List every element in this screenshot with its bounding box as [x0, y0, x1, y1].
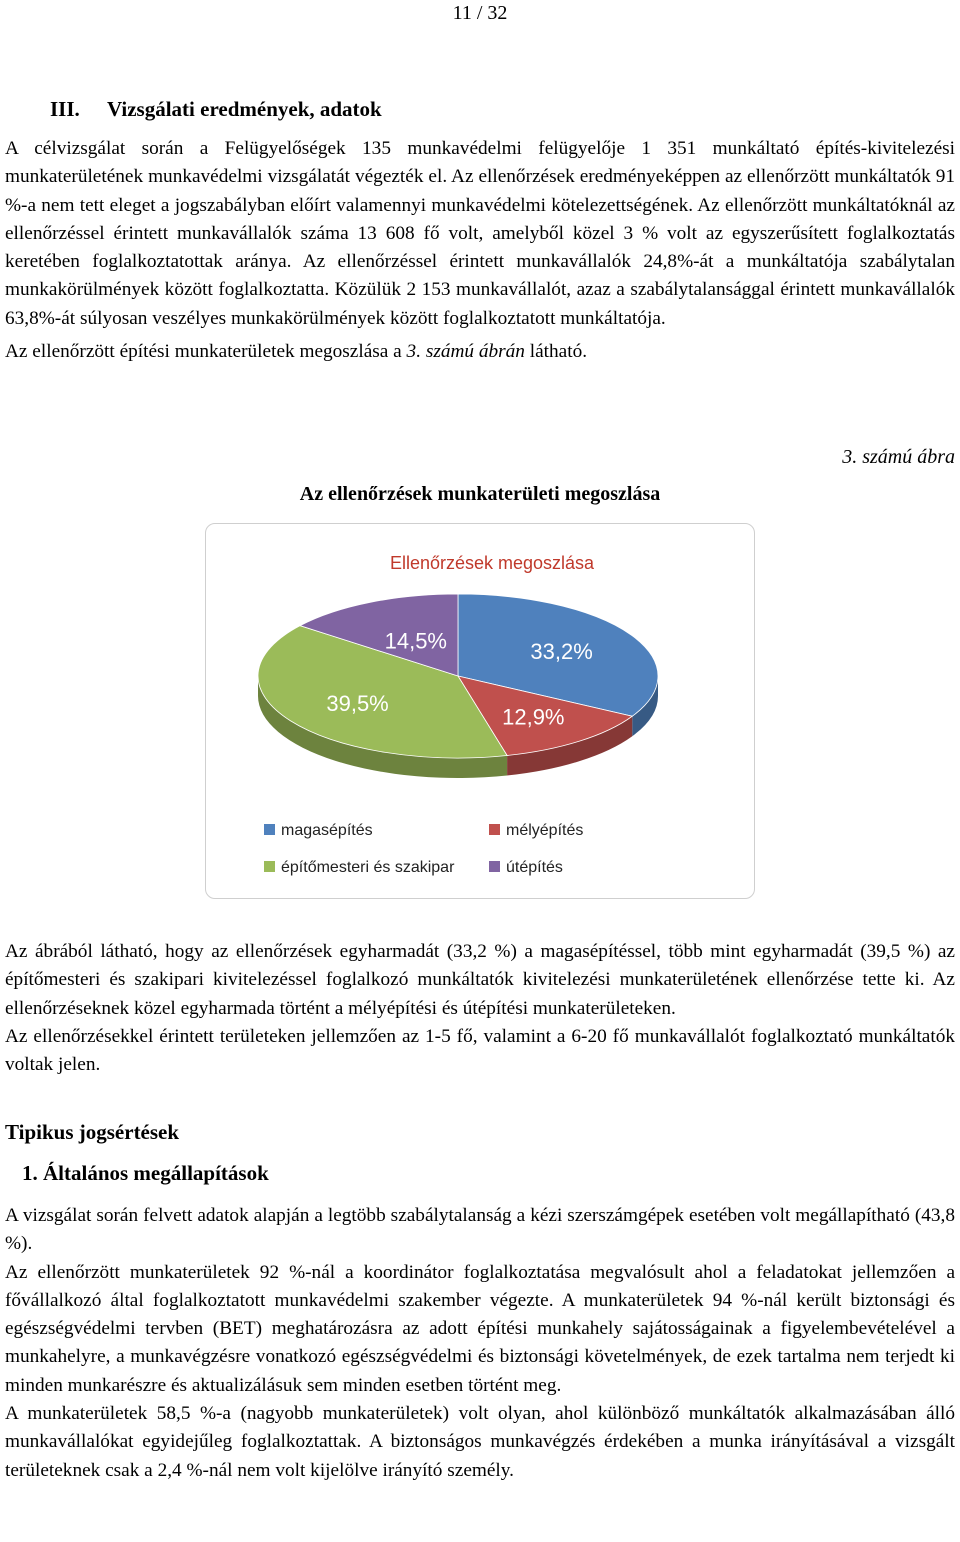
section-heading	[50, 97, 382, 122]
intro-text	[5, 135, 955, 366]
legend-item-epitomesteri	[264, 859, 454, 877]
paragraph-1: A célvizsgálat során a Felügyelőségek 135 munkavédelmi felügyelője 1 351 munkáltató építés-kivitelezési munkaterületének munkavédelmi vizsgálatát végezték el. Az ellenőrzések eredményeképpen az ellenőrzött munkáltatók 91 %-a nem tett eleget a jogszabályban előírt valamennyi munkavédelmi kötelezettségének. Az ellenőrzött munkáltatóknál az ellenőrzéssel érintett munkavállalók száma 13 608 fő volt, amelyből közel 3 % volt az egyszerűsített foglalkoztatás keretében foglalkoztatottak aránya. Az ellenőrzéssel érintett munkavállalók 24,8%-át a munkáltatója szabálytalan munkakörülmények között foglalkoztatta. Közülük 2 153 munkavállalót, azaz a szabálytalansággal érintett munkavállalók 63,8%-át súlyosan veszélyes munkakörülmények között foglalkoztatott munkáltatója.	[5, 138, 955, 329]
subsection-general-findings: 1. Általános megállapítások	[22, 1161, 269, 1185]
paragraph-5: A vizsgálat során felvett adatok alapján a legtöbb szabálytalanság a kézi szerszámgépek esetében volt megállapítható (43,8 %).	[5, 1205, 955, 1255]
page-number: 11 / 32	[452, 2, 508, 24]
pie-chart	[205, 523, 755, 899]
legend-swatch	[489, 824, 500, 835]
paragraph-4: Az ellenőrzésekkel érintett területeken jellemzően az 1-5 fő, valamint a 6-20 fő munkavállalót foglalkoztató munkáltatók voltak jelen.	[5, 1025, 955, 1076]
findings-text	[5, 1202, 955, 1485]
legend-swatch	[264, 861, 275, 872]
legend-label: mélyépítés	[506, 822, 584, 839]
analysis-text	[5, 938, 955, 1079]
legend-item-utepites	[489, 859, 563, 877]
paragraph-3: Az ábrából látható, hogy az ellenőrzések egyharmadát (33,2 %) a magasépítéssel, több mint egyharmadát (39,5 %) az építőmesteri és szakipari kivitelezéssel foglalkozó munkáltatók kivitelezési munkaterületének ellenőrzése tette ki. Az ellenőrzéseknek közel egyharmada történt a mélyépítési és útépítési munkaterületeken.	[5, 941, 955, 1019]
pie-slices	[258, 594, 658, 758]
paragraph-2-end: látható.	[524, 341, 588, 363]
paragraph-6: Az ellenőrzött munkaterületek 92 %-nál a koordinátor foglalkoztatása megvalósult ahol a feladatokat jellemzően a fővállalkozó által foglalkoztatott munkavédelmi szakember végezte. A munkaterületek 94 %-nál került biztonsági és egészségvédelmi tervben (BET) meghatározásra az adott építési munkahely sajátosságainak a figyelembevételével a munkahelyre, a munkavégzésre vonatkozó egészségvédelmi és biztonsági követelmények, de ezek tartalma nem terjedt ki minden munkarészre és aktualizálásuk sem minden esetben történt meg.	[5, 1261, 955, 1396]
legend-item-magasepites	[264, 822, 373, 840]
legend-swatch	[489, 861, 500, 872]
section-title: Vizsgálati eredmények, adatok	[107, 97, 382, 121]
paragraph-7: A munkaterületek 58,5 %-a (nagyobb munkaterületek) volt olyan, ahol különböző munkáltatók alkalmazásában álló munkavállalókat egyidejűleg foglalkoztattak. A biztonságos munkavégzés érdekében a munka irányításával a vizsgált területeknek csak a 2,4 %-nál nem volt kijelölve irányító személy.	[5, 1403, 955, 1481]
label-utepites: 14,5%	[384, 628, 448, 654]
chart-title: Ellenőrzések megoszlása	[389, 553, 595, 573]
legend-label: magasépítés	[281, 822, 373, 839]
legend-label: építőmesteri és szakipar	[281, 859, 455, 876]
figure-label: 3. számú ábra	[842, 446, 955, 468]
legend-swatch	[264, 824, 275, 835]
section-number: III.	[50, 97, 80, 121]
legend-label: útépítés	[506, 859, 563, 876]
pie-chart-svg	[206, 524, 754, 898]
figure-reference: 3. számú ábrán	[406, 341, 525, 363]
subheading-violations: Tipikus jogsértések	[5, 1120, 180, 1144]
legend-item-melyepites	[489, 822, 583, 840]
paragraph-2	[5, 338, 955, 366]
label-melyepites: 12,9%	[502, 704, 565, 730]
paragraph-2-text: Az ellenőrzött építési munkaterületek megoszlása a	[5, 341, 407, 363]
figure-title: Az ellenőrzések munkaterületi megoszlása	[299, 483, 661, 505]
label-magasepites: 33,2%	[530, 639, 593, 665]
label-epitomesteri: 39,5%	[326, 690, 389, 716]
